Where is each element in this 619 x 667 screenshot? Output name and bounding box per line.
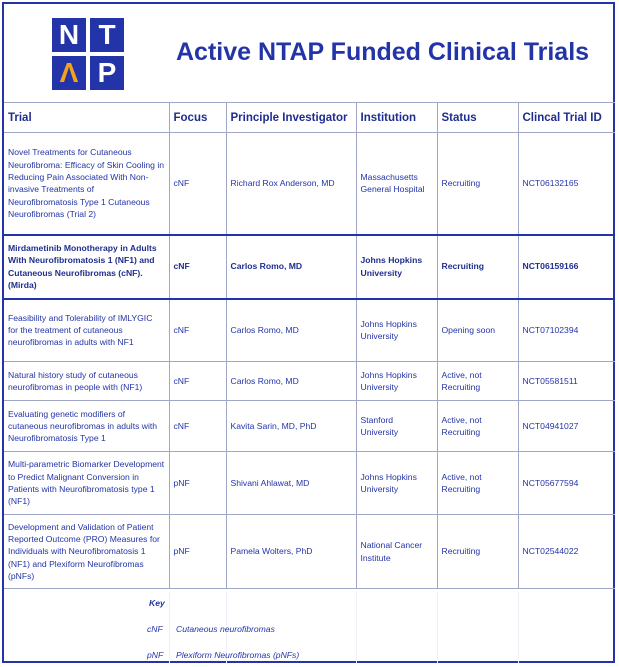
trial-id-cell: NCT07102394 xyxy=(518,299,615,362)
trial-cell: Natural history study of cutaneous neurofibromas in people with (NF1) xyxy=(4,362,169,401)
page-title: Active NTAP Funded Clinical Trials xyxy=(176,38,590,66)
institution-cell: Johns Hopkins University xyxy=(356,235,437,299)
status-cell: Recruiting xyxy=(437,133,518,235)
col-header-trial-id: Clincal Trial ID xyxy=(518,103,615,133)
table-row-highlighted xyxy=(4,235,615,299)
logo-letter-a: Λ xyxy=(52,56,86,90)
trial-cell: Mirdametinib Monotherapy in Adults With Neurofibromatosis 1 (NF1) and Cutaneous Neurofibromas (cNF). (Mirda) xyxy=(4,235,169,299)
header xyxy=(4,4,613,102)
logo-letter-t: T xyxy=(90,18,124,52)
focus-cell: cNF xyxy=(169,401,226,452)
trial-cell: Multi-parametric Biomarker Development to Predict Malignant Conversion in Patients with Neurofibromatosis type 1 (NF1) xyxy=(4,452,169,515)
key-meaning-pnf: Plexiform Neurofibromas (pNFs) xyxy=(176,650,300,660)
trial-cell: Evaluating genetic modifiers of cutaneous neurofibromas in adults with Neurofibromatosis Type 1 xyxy=(4,401,169,452)
focus-cell: cNF xyxy=(169,133,226,235)
focus-cell: cNF xyxy=(169,235,226,299)
key-abbr-cnf: cNF xyxy=(147,624,163,634)
investigator-cell: Carlos Romo, MD xyxy=(226,362,356,401)
status-cell: Active, not Recruiting xyxy=(437,401,518,452)
trial-id-cell: NCT06132165 xyxy=(518,133,615,235)
focus-cell: pNF xyxy=(169,452,226,515)
col-header-institution: Institution xyxy=(356,103,437,133)
table-row xyxy=(4,133,615,235)
investigator-cell: Kavita Sarin, MD, PhD xyxy=(226,401,356,452)
key-title: Key xyxy=(149,598,165,608)
key-meaning-cnf: Cutaneous neurofibromas xyxy=(176,624,275,634)
institution-cell: Massachusetts General Hospital xyxy=(356,133,437,235)
investigator-cell: Pamela Wolters, PhD xyxy=(226,515,356,589)
col-header-investigator: Principle Investigator xyxy=(226,103,356,133)
key-abbr-pnf: pNF xyxy=(147,650,164,660)
investigator-cell: Carlos Romo, MD xyxy=(226,299,356,362)
table-row xyxy=(4,299,615,362)
institution-cell: Stanford University xyxy=(356,401,437,452)
institution-cell: Johns Hopkins University xyxy=(356,362,437,401)
table-row xyxy=(4,401,615,452)
logo-letter-n: N xyxy=(52,18,86,52)
trial-id-cell: NCT05581511 xyxy=(518,362,615,401)
page-frame xyxy=(2,2,615,663)
trial-cell: Feasibility and Tolerability of IMLYGIC for the treatment of cutaneous neurofibromas in adults with NF1 xyxy=(4,299,169,362)
trial-id-cell: NCT05677594 xyxy=(518,452,615,515)
col-header-trial: Trial xyxy=(4,103,169,133)
trial-cell: Development and Validation of Patient Reported Outcome (PRO) Measures for Individuals with Neurofibromatosis 1 (NF1) and Plexiform Neurofibromas (pNFs) xyxy=(4,515,169,589)
investigator-cell: Carlos Romo, MD xyxy=(226,235,356,299)
institution-cell: Johns Hopkins University xyxy=(356,299,437,362)
table-row xyxy=(4,452,615,515)
table-header-row xyxy=(4,103,615,133)
status-cell: Active, not Recruiting xyxy=(437,452,518,515)
table-row xyxy=(4,362,615,401)
key-section xyxy=(4,592,615,663)
col-header-focus: Focus xyxy=(169,103,226,133)
key-gridlines xyxy=(4,592,615,663)
institution-cell: Johns Hopkins University xyxy=(356,452,437,515)
focus-cell: cNF xyxy=(169,299,226,362)
table-row xyxy=(4,515,615,589)
status-cell: Recruiting xyxy=(437,235,518,299)
focus-cell: cNF xyxy=(169,362,226,401)
col-header-status: Status xyxy=(437,103,518,133)
trial-id-cell: NCT04941027 xyxy=(518,401,615,452)
status-cell: Recruiting xyxy=(437,515,518,589)
investigator-cell: Richard Rox Anderson, MD xyxy=(226,133,356,235)
institution-cell: National Cancer Institute xyxy=(356,515,437,589)
investigator-cell: Shivani Ahlawat, MD xyxy=(226,452,356,515)
status-cell: Opening soon xyxy=(437,299,518,362)
trials-table xyxy=(4,102,615,589)
status-cell: Active, not Recruiting xyxy=(437,362,518,401)
trial-id-cell: NCT06159166 xyxy=(518,235,615,299)
focus-cell: pNF xyxy=(169,515,226,589)
logo-letter-p: P xyxy=(90,56,124,90)
ntap-logo xyxy=(52,18,124,90)
trial-cell: Novel Treatments for Cutaneous Neurofibroma: Efficacy of Skin Cooling in Reducing Pain Associated With Non-invasive Treatments of Neurofibromatosis Type 1 Cutaneous Neurofibromas (Trial 2) xyxy=(4,133,169,235)
trial-id-cell: NCT02544022 xyxy=(518,515,615,589)
